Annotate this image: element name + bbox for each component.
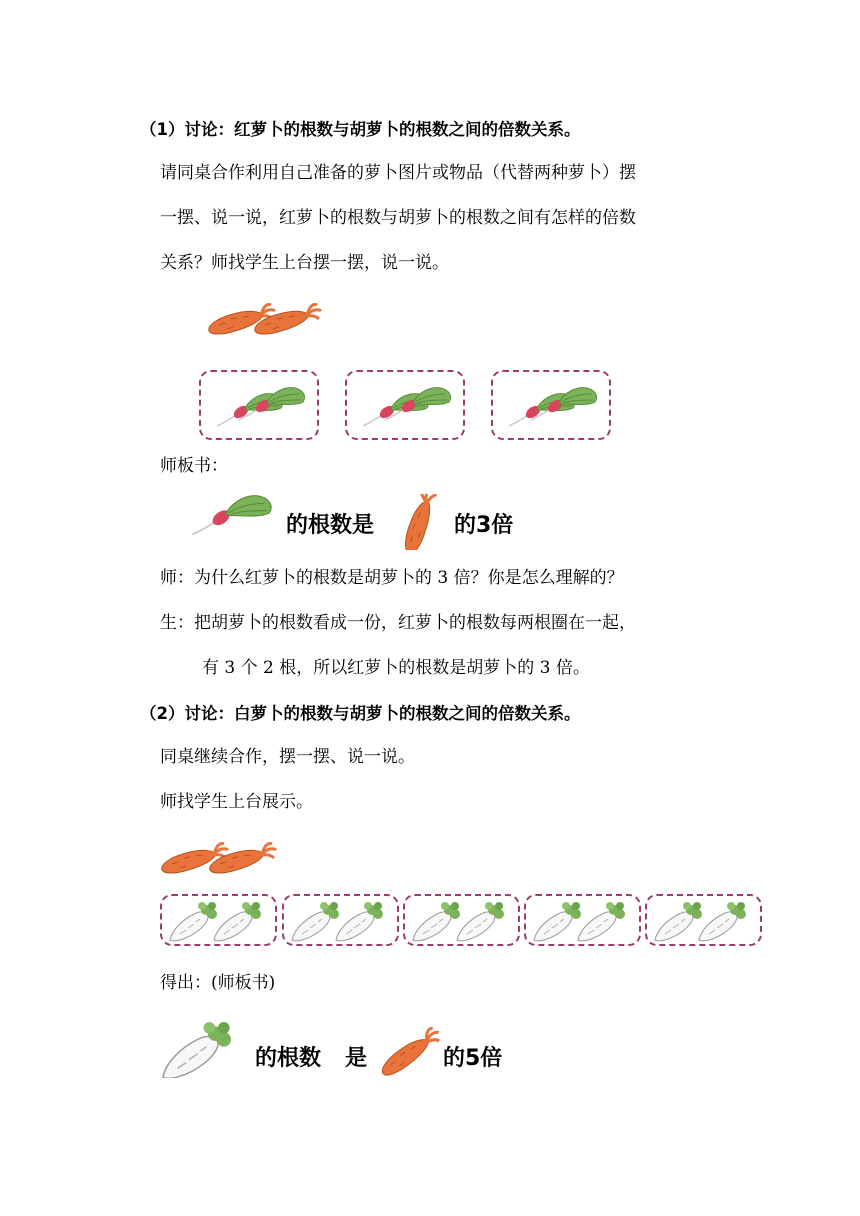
teacher-question: 师：为什么红萝卜的根数是胡萝卜的 3 倍？你是怎么理解的？: [160, 568, 624, 588]
white-radish-group-4: [524, 894, 641, 946]
white-radish-pair-image: [162, 896, 275, 944]
section1-paragraph-line1: 请同桌合作利用自己准备的萝卜图片或物品（代替两种萝卜）摆: [160, 163, 636, 183]
section2-heading: （2）讨论：白萝卜的根数与胡萝卜的根数之间的倍数关系。: [140, 704, 581, 723]
white-radish-pair-image: [405, 896, 518, 944]
carrot-pair-image: [158, 836, 278, 880]
carrot-icon: [390, 494, 450, 550]
student-answer-line1: 生：把胡萝卜的根数看成一份，红萝卜的根数每两根圈在一起，: [160, 613, 636, 633]
section1-paragraph-line3: 关系？师找学生上台摆一摆，说一说。: [160, 253, 449, 273]
section2-formula-end: 的5倍: [443, 1046, 503, 1071]
red-radish-group-3: [491, 370, 611, 440]
section1-formula-end: 的3倍: [454, 513, 514, 538]
section1-paragraph-line2: 一摆、说一说，红萝卜的根数与胡萝卜的根数之间有怎样的倍数: [160, 208, 636, 228]
red-radish-group-1: [199, 370, 319, 440]
section2-paragraph2: 师找学生上台展示。: [160, 792, 313, 812]
section1-heading: （1）讨论：红萝卜的根数与胡萝卜的根数之间的倍数关系。: [140, 120, 581, 139]
white-radish-group-5: [645, 894, 762, 946]
white-radish-pair-image: [284, 896, 397, 944]
result-label: 得出：(师板书): [160, 973, 276, 993]
section2-paragraph1: 同桌继续合作，摆一摆、说一说。: [160, 747, 415, 767]
white-radish-pair-image: [647, 896, 760, 944]
white-radish-icon: [160, 1022, 244, 1078]
red-radish-icon: [190, 489, 280, 541]
carrot-pair-image: [205, 297, 325, 341]
red-radish-pair-image: [493, 372, 609, 438]
student-answer-line2: 有 3 个 2 根，所以红萝卜的根数是胡萝卜的 3 倍。: [202, 658, 590, 678]
section2-formula-middle1: 的根数: [255, 1046, 322, 1071]
section1-formula-middle: 的根数是: [286, 513, 375, 538]
red-radish-group-2: [345, 370, 465, 440]
white-radish-pair-image: [526, 896, 639, 944]
white-radish-group-1: [160, 894, 277, 946]
carrot-icon: [374, 1026, 444, 1082]
white-radish-group-2: [282, 894, 399, 946]
red-radish-pair-image: [201, 372, 317, 438]
board-label: 师板书：: [160, 456, 228, 476]
red-radish-pair-image: [347, 372, 463, 438]
white-radish-group-3: [403, 894, 520, 946]
section2-formula-middle2: 是: [345, 1046, 368, 1071]
